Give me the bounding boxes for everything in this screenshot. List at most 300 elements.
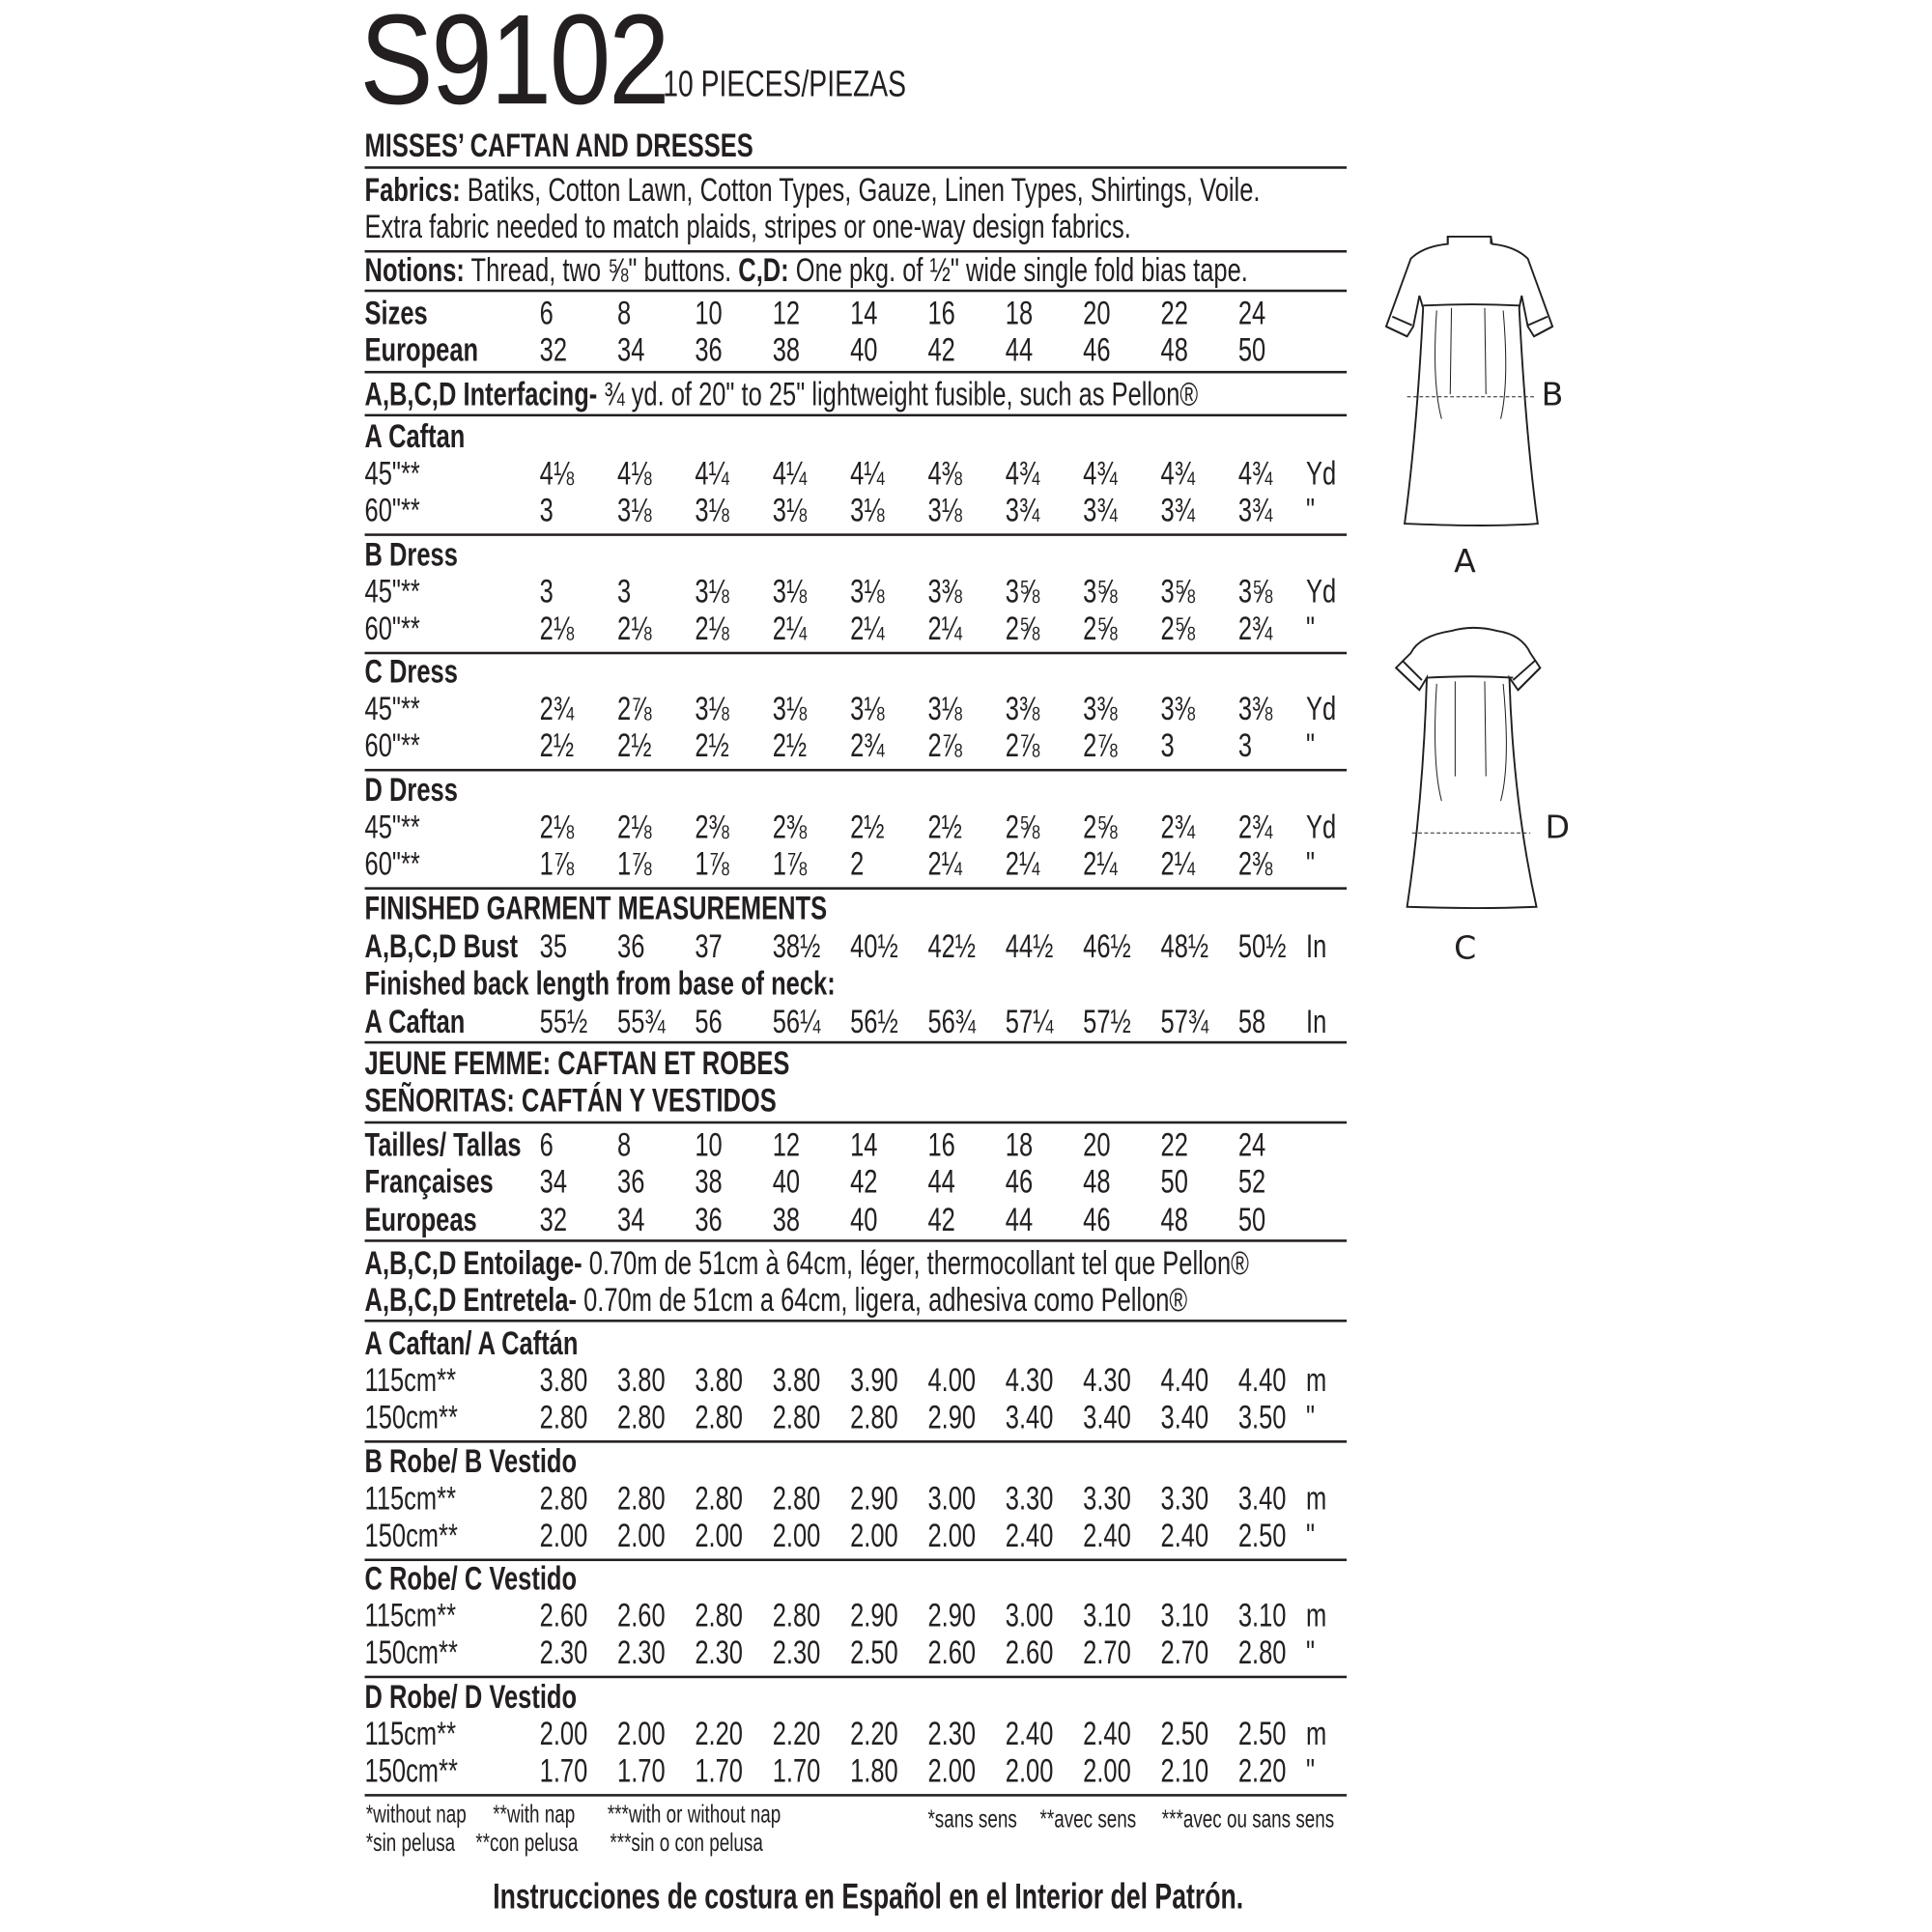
size-value: 3.30 <box>1160 1479 1209 1517</box>
divider <box>365 290 1348 293</box>
size-value: 38 <box>695 1163 723 1201</box>
size-value: 3⅛ <box>927 690 962 728</box>
size-value: 2.80 <box>772 1398 821 1435</box>
view-heading: C Robe/ C Vestido <box>364 1560 578 1598</box>
yardage-row <box>0 1634 1932 1671</box>
size-value: 2.10 <box>1160 1751 1209 1790</box>
french-title: JEUNE FEMME: CAFTAN ET ROBES <box>364 1044 790 1082</box>
size-value: 3⅜ <box>1160 690 1195 728</box>
size-value: 42 <box>850 1163 878 1201</box>
size-value: 2.60 <box>617 1597 666 1634</box>
size-value: 2.00 <box>1005 1751 1054 1790</box>
size-value: 2.80 <box>772 1479 821 1517</box>
pieces-count: 10 PIECES/PIEZAS <box>663 64 907 105</box>
size-value: 2.30 <box>772 1634 821 1672</box>
size-value: 2⅛ <box>617 808 652 846</box>
row-label: 45"** <box>364 690 420 728</box>
view-label-b: B <box>1541 377 1564 414</box>
francaises-row <box>0 1163 1932 1200</box>
entoilage-text: 0.70m de 51cm à 64cm, léger, thermocollant tel que Pellon® <box>582 1244 1249 1282</box>
size-value: 57½ <box>1083 1003 1131 1040</box>
unit-label: " <box>1306 491 1316 529</box>
size-value: 2½ <box>617 727 652 765</box>
size-value: 46½ <box>1083 927 1131 965</box>
unit-label: " <box>1306 1516 1316 1554</box>
size-value: 2¾ <box>539 690 575 728</box>
yardage-row <box>0 492 1932 528</box>
row-label: 115cm** <box>364 1715 456 1752</box>
size-value: 3.40 <box>1160 1398 1209 1435</box>
size-value: 6 <box>539 294 554 332</box>
size-value: 3.10 <box>1160 1597 1209 1634</box>
size-value: 4¾ <box>1160 454 1195 492</box>
size-value: 57¾ <box>1160 1003 1209 1040</box>
unit-label: m <box>1306 1597 1327 1634</box>
size-value: 2½ <box>772 727 808 765</box>
size-value: 3⅜ <box>1083 690 1118 728</box>
row-label: 115cm** <box>364 1361 456 1399</box>
row-label: 45"** <box>364 808 420 846</box>
size-value: 3 <box>1237 727 1253 765</box>
size-value: 57¼ <box>1005 1003 1054 1040</box>
divider <box>365 166 1348 169</box>
size-value: 2⅞ <box>927 727 962 765</box>
size-value: 2.00 <box>772 1516 821 1554</box>
size-value: 32 <box>539 1201 568 1238</box>
size-value: 16 <box>927 1125 955 1164</box>
fabrics-line <box>365 171 1261 208</box>
size-value: 2¼ <box>1083 845 1118 883</box>
size-value: 3⅛ <box>850 572 885 610</box>
size-value: 2.40 <box>1083 1715 1131 1752</box>
size-value: 2⅝ <box>1160 609 1195 647</box>
size-value: 1.70 <box>772 1751 821 1790</box>
size-value: 44 <box>1005 1201 1034 1238</box>
size-value: 4.40 <box>1237 1361 1287 1399</box>
size-value: 40 <box>850 331 878 369</box>
size-value: 2¼ <box>1160 845 1195 883</box>
size-value: 50½ <box>1237 927 1287 965</box>
back-length-row <box>0 1003 1932 1039</box>
size-value: 3⅛ <box>850 491 885 529</box>
entretela-text: 0.70m de 51cm a 64cm, ligera, adhesiva como Pellon® <box>577 1281 1188 1319</box>
size-value: 3⅜ <box>1237 690 1273 728</box>
size-value: 20 <box>1083 1125 1111 1164</box>
row-label: 150cm** <box>364 1398 458 1435</box>
footnote-en-3: ***with or without nap <box>607 1801 781 1829</box>
size-value: 2.80 <box>695 1479 743 1517</box>
size-value: 2.50 <box>1160 1715 1209 1752</box>
size-value: 22 <box>1160 1125 1188 1164</box>
yardage-row <box>0 610 1932 646</box>
size-value: 3⅛ <box>617 491 652 529</box>
size-value: 20 <box>1083 294 1111 332</box>
interfacing-text: ¾ yd. of 20" to 25" lightweight fusible, such as Pellon® <box>597 376 1199 413</box>
size-value: 50 <box>1160 1163 1188 1201</box>
size-value: 2.50 <box>1237 1715 1287 1752</box>
size-value: 2.00 <box>695 1516 743 1554</box>
size-value: 44½ <box>1005 927 1054 965</box>
europeas-row <box>0 1202 1932 1238</box>
row-label: A,B,C,D Bust <box>364 927 519 965</box>
size-value: 4⅛ <box>539 454 575 492</box>
footnote-es-2: **con pelusa <box>475 1830 579 1858</box>
size-value: 2⅛ <box>617 609 652 647</box>
size-value: 46 <box>1083 1201 1111 1238</box>
size-value: 3 <box>617 572 632 610</box>
size-value: 2.80 <box>539 1479 588 1517</box>
footnote-fr-2: **avec sens <box>1039 1805 1137 1833</box>
divider <box>365 1239 1348 1242</box>
size-value: 2.80 <box>772 1597 821 1634</box>
size-value: 2.20 <box>695 1715 743 1752</box>
size-value: 2.40 <box>1160 1516 1209 1554</box>
view-label-d: D <box>1545 810 1571 847</box>
size-value: 56¼ <box>772 1003 821 1040</box>
interfacing-label: A,B,C,D Interfacing- <box>364 376 598 413</box>
row-label: Tailles/ Tallas <box>364 1125 522 1164</box>
size-value: 3.40 <box>1083 1398 1131 1435</box>
size-value: 2.00 <box>1083 1751 1131 1790</box>
size-value: 3⅛ <box>772 572 808 610</box>
sizes-row <box>0 295 1932 331</box>
footnote-fr-3: ***avec ou sans sens <box>1161 1805 1335 1833</box>
row-label: Europeas <box>364 1201 477 1238</box>
size-value: 56¾ <box>927 1003 977 1040</box>
size-value: 10 <box>695 1125 723 1164</box>
size-value: 3.90 <box>850 1361 898 1399</box>
size-value: 2¼ <box>850 609 885 647</box>
size-value: 3 <box>539 572 554 610</box>
size-value: 50 <box>1237 331 1266 369</box>
row-label: 150cm** <box>364 1516 458 1554</box>
divider <box>365 1041 1348 1044</box>
bust-row <box>0 927 1932 964</box>
divider <box>365 1122 1348 1124</box>
yardage-row <box>0 1361 1932 1398</box>
size-value: 1.70 <box>695 1751 743 1790</box>
row-label: 45"** <box>364 572 420 610</box>
size-value: 37 <box>695 927 723 965</box>
size-value: 24 <box>1237 1125 1266 1164</box>
size-value: 56 <box>695 1003 723 1040</box>
size-value: 46 <box>1005 1163 1034 1201</box>
size-value: 1.80 <box>850 1751 898 1790</box>
view-label-c: C <box>1454 930 1477 968</box>
view-heading: D Robe/ D Vestido <box>364 1678 578 1716</box>
size-value: 38½ <box>772 927 821 965</box>
yardage-row <box>0 1479 1932 1516</box>
size-value: 3.80 <box>617 1361 666 1399</box>
size-value: 2⅛ <box>539 808 575 846</box>
yardage-row <box>0 1716 1932 1752</box>
size-value: 55½ <box>539 1003 588 1040</box>
dress-c-d-drawing <box>1396 628 1540 908</box>
yardage-row <box>0 845 1932 882</box>
view-heading: B Dress <box>364 535 458 573</box>
size-value: 58 <box>1237 1003 1266 1040</box>
size-value: 8 <box>617 294 632 332</box>
size-value: 3⅜ <box>1005 690 1040 728</box>
size-value: 2⅝ <box>1083 609 1118 647</box>
size-value: 38 <box>772 331 801 369</box>
size-value: 2⅞ <box>1083 727 1118 765</box>
size-value: 2.30 <box>539 1634 588 1672</box>
row-label: Sizes <box>364 294 428 332</box>
yardage-row <box>0 727 1932 764</box>
size-value: 16 <box>927 294 955 332</box>
size-value: 2⅛ <box>539 609 575 647</box>
size-value: 40 <box>850 1201 878 1238</box>
size-value: 38 <box>772 1201 801 1238</box>
size-value: 3⅝ <box>1160 572 1195 610</box>
size-value: 48 <box>1083 1163 1111 1201</box>
size-value: 6 <box>539 1125 554 1164</box>
tailles-row <box>0 1126 1932 1163</box>
size-value: 2⅞ <box>617 690 652 728</box>
size-value: 1⅞ <box>772 845 808 883</box>
fabrics-label: Fabrics: <box>364 171 461 209</box>
entoilage-line <box>365 1244 1249 1281</box>
size-value: 2⅝ <box>1083 808 1118 846</box>
size-value: 1.70 <box>539 1751 588 1790</box>
spanish-instructions-note: Instrucciones de costura en Español en el Interior del Patrón. <box>493 1877 1244 1918</box>
size-value: 3.10 <box>1083 1597 1131 1634</box>
size-value: 2.40 <box>1083 1516 1131 1554</box>
size-value: 44 <box>1005 331 1034 369</box>
size-value: 55¾ <box>617 1003 666 1040</box>
size-value: 3¾ <box>1005 491 1040 529</box>
divider <box>365 651 1348 654</box>
divider <box>365 371 1348 374</box>
size-value: 3.00 <box>927 1479 977 1517</box>
size-value: 56½ <box>850 1003 898 1040</box>
size-value: 1⅞ <box>695 845 729 883</box>
size-value: 2.20 <box>850 1715 898 1752</box>
size-value: 2.00 <box>927 1516 977 1554</box>
size-value: 2¼ <box>1005 845 1040 883</box>
size-value: 44 <box>927 1163 955 1201</box>
row-label: 115cm** <box>364 1597 456 1634</box>
yardage-row <box>0 573 1932 610</box>
unit-label: Yd <box>1306 454 1337 492</box>
size-value: 2.80 <box>617 1398 666 1435</box>
size-value: 3¾ <box>1160 491 1195 529</box>
unit-label: " <box>1306 845 1316 883</box>
unit-label: In <box>1306 1003 1327 1040</box>
size-value: 3¾ <box>1237 491 1273 529</box>
size-value: 2.60 <box>927 1634 977 1672</box>
size-value: 2¼ <box>927 609 962 647</box>
size-value: 2.00 <box>617 1516 666 1554</box>
row-label: 45"** <box>364 454 420 492</box>
yardage-row <box>0 809 1932 845</box>
unit-label: " <box>1306 609 1316 647</box>
size-value: 18 <box>1005 294 1034 332</box>
size-value: 14 <box>850 294 878 332</box>
size-value: 36 <box>695 1201 723 1238</box>
size-value: 3⅝ <box>1083 572 1118 610</box>
unit-label: m <box>1306 1479 1327 1517</box>
size-value: 14 <box>850 1125 878 1164</box>
back-length-title: Finished back length from base of neck: <box>364 964 836 1002</box>
size-value: 3⅛ <box>772 491 808 529</box>
size-value: 2½ <box>539 727 575 765</box>
yardage-row <box>0 691 1932 727</box>
footnote-en-2: **with nap <box>493 1801 576 1829</box>
unit-label: " <box>1306 1751 1316 1790</box>
row-label: Françaises <box>364 1163 494 1201</box>
unit-label: " <box>1306 1398 1316 1435</box>
row-label: 60"** <box>364 727 420 765</box>
size-value: 3⅜ <box>927 572 962 610</box>
size-value: 4¾ <box>1083 454 1118 492</box>
size-value: 4¼ <box>850 454 885 492</box>
size-value: 12 <box>772 294 801 332</box>
size-value: 3.80 <box>772 1361 821 1399</box>
unit-label: " <box>1306 727 1316 765</box>
divider <box>365 533 1348 536</box>
size-value: 50 <box>1237 1201 1266 1238</box>
size-value: 1⅞ <box>539 845 575 883</box>
size-value: 2½ <box>695 727 729 765</box>
unit-label: Yd <box>1306 690 1337 728</box>
unit-label: m <box>1306 1361 1327 1399</box>
row-label: 150cm** <box>364 1751 458 1790</box>
size-value: 3.80 <box>695 1361 743 1399</box>
size-value: 2.00 <box>539 1516 588 1554</box>
size-value: 2.00 <box>850 1516 898 1554</box>
size-value: 2.80 <box>1237 1634 1287 1672</box>
size-value: 2.70 <box>1083 1634 1131 1672</box>
entretela-line <box>365 1282 1188 1319</box>
view-label-a: A <box>1454 543 1476 581</box>
row-label: A Caftan <box>364 1003 466 1040</box>
pattern-number: S9102 <box>359 0 668 132</box>
row-label: 115cm** <box>364 1479 456 1517</box>
size-value: 4⅛ <box>617 454 652 492</box>
size-value: 3¾ <box>1083 491 1118 529</box>
notions-cd-text: One pkg. of ½" wide single fold bias tape. <box>788 251 1248 289</box>
size-value: 2.20 <box>772 1715 821 1752</box>
size-value: 10 <box>695 294 723 332</box>
size-value: 35 <box>539 927 568 965</box>
notions-label: Notions: <box>364 251 465 289</box>
size-value: 2.20 <box>1237 1751 1287 1790</box>
view-heading: B Robe/ B Vestido <box>364 1442 578 1480</box>
divider <box>365 769 1348 772</box>
unit-label: In <box>1306 927 1327 965</box>
size-value: 48½ <box>1160 927 1209 965</box>
size-value: 2.80 <box>539 1398 588 1435</box>
yardage-row <box>0 1517 1932 1553</box>
size-value: 3.50 <box>1237 1398 1287 1435</box>
size-value: 3.30 <box>1005 1479 1054 1517</box>
size-value: 2.70 <box>1160 1634 1209 1672</box>
yardage-row <box>0 1752 1932 1789</box>
size-value: 1.70 <box>617 1751 666 1790</box>
size-value: 2⅞ <box>1005 727 1040 765</box>
size-value: 48 <box>1160 331 1188 369</box>
size-value: 2.90 <box>850 1597 898 1634</box>
size-value: 34 <box>617 331 645 369</box>
size-value: 52 <box>1237 1163 1266 1201</box>
view-heading: C Dress <box>364 653 458 691</box>
size-value: 3⅝ <box>1005 572 1040 610</box>
size-value: 34 <box>617 1201 645 1238</box>
size-value: 2¾ <box>850 727 885 765</box>
size-value: 36 <box>695 331 723 369</box>
size-value: 2⅝ <box>1005 609 1040 647</box>
yardage-row <box>0 455 1932 492</box>
unit-label: " <box>1306 1634 1316 1672</box>
size-value: 1⅞ <box>617 845 652 883</box>
size-value: 3 <box>539 491 554 529</box>
unit-label: m <box>1306 1715 1327 1752</box>
row-label: 150cm** <box>364 1634 458 1672</box>
footnote-en-1: *without nap <box>365 1801 467 1829</box>
size-value: 2.60 <box>1005 1634 1054 1672</box>
notions-text: Thread, two ⅝" buttons. <box>464 251 739 289</box>
size-value: 2¼ <box>927 845 962 883</box>
size-value: 3.00 <box>1005 1597 1054 1634</box>
size-value: 12 <box>772 1125 801 1164</box>
size-value: 4.30 <box>1083 1361 1131 1399</box>
size-value: 2.30 <box>927 1715 977 1752</box>
measurements-title: FINISHED GARMENT MEASUREMENTS <box>364 889 828 927</box>
view-heading: A Caftan <box>364 417 466 455</box>
size-value: 4.00 <box>927 1361 977 1399</box>
garment-illustrations <box>1355 210 1602 974</box>
size-value: 2½ <box>927 808 962 846</box>
yardage-row <box>0 1598 1932 1634</box>
row-label: 60"** <box>364 845 420 883</box>
size-value: 4¾ <box>1005 454 1040 492</box>
size-value: 2.80 <box>850 1398 898 1435</box>
size-value: 2.80 <box>695 1398 743 1435</box>
dress-a-b-drawing <box>1386 237 1552 526</box>
notions-line <box>365 251 1248 288</box>
size-value: 3.80 <box>539 1361 588 1399</box>
size-value: 4⅜ <box>927 454 962 492</box>
european-sizes-row <box>0 331 1932 368</box>
size-value: 2¼ <box>772 609 808 647</box>
size-value: 40 <box>772 1163 801 1201</box>
size-value: 2.40 <box>1005 1715 1054 1752</box>
size-value: 4¼ <box>695 454 729 492</box>
size-value: 2.90 <box>927 1597 977 1634</box>
size-value: 2.60 <box>539 1597 588 1634</box>
size-value: 3⅛ <box>695 572 729 610</box>
interfacing-line <box>365 376 1199 412</box>
row-label: European <box>364 331 479 369</box>
size-value: 40½ <box>850 927 898 965</box>
row-label: 60"** <box>364 491 420 529</box>
size-value: 2.80 <box>695 1597 743 1634</box>
size-value: 2.80 <box>617 1479 666 1517</box>
size-value: 2 <box>850 845 865 883</box>
divider <box>365 1320 1348 1322</box>
size-value: 3⅛ <box>695 690 729 728</box>
english-title: MISSES’ CAFTAN AND DRESSES <box>364 127 753 164</box>
footnote-es-1: *sin pelusa <box>365 1830 456 1858</box>
size-value: 2.00 <box>539 1715 588 1752</box>
size-value: 18 <box>1005 1125 1034 1164</box>
unit-label: Yd <box>1306 572 1337 610</box>
divider <box>365 414 1348 417</box>
size-value: 4¼ <box>772 454 808 492</box>
entretela-label: A,B,C,D Entretela- <box>364 1281 578 1319</box>
